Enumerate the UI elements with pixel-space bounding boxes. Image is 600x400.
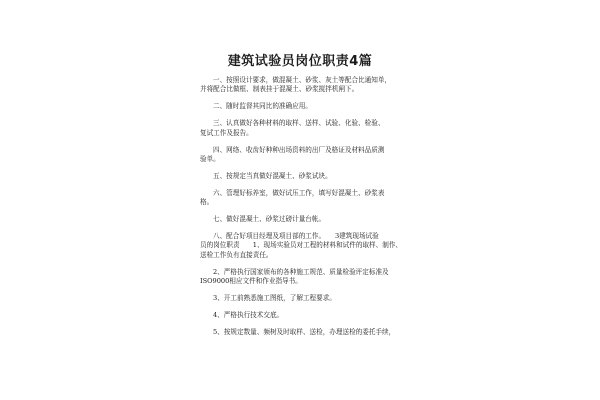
document-paragraph [200,268,395,287]
paragraph-line: 二、随时监督其同比的准确应用。 [213,102,312,111]
document-paragraph [200,146,395,165]
paragraph-line: 验单。 [200,154,220,163]
document-paragraph [200,172,395,181]
paragraph-line: 3、开工前熟悉施工图纸，了解工程要求。 [213,294,336,302]
paragraph-line: 5、按规定数量、频树及时取样、送检，办理送检的委托手续， [213,327,396,336]
document-paragraph [200,76,395,95]
document-paragraph [200,102,395,111]
paragraph-line: 七、做好混凝土、砂浆过磅计量台帐。 [213,215,326,224]
document-body [200,76,403,345]
paragraph-line: 三、认真做好各种材料的取样、送样、试验、化验、检验、 [213,119,385,128]
document-paragraph [200,189,395,208]
paragraph-line: 2、严格执行国家颁布的各种施工规范、质量检验评定标准及 [213,267,389,276]
paragraph-line: 五、按规定当真做好混凝土、砂浆试块。 [213,171,332,180]
paragraph-line: 4、严格执行技术交底。 [213,310,284,319]
paragraph-line: 六、管理好标养室，做好试压工作，填写好混凝土、砂浆表 [213,188,385,197]
paragraph-line: 复试工作及报告。 [200,128,253,137]
document-paragraph [200,231,403,260]
paragraph-line: 员的岗位职责 1、现场实验员对工程的材料和试件的取样、制作、 [200,241,403,250]
document-paragraph [200,328,395,337]
document-title: 建筑试验员岗位职责4篇 [227,54,373,69]
document-paragraph [200,215,395,224]
document-paragraph [200,119,395,138]
paragraph-line: 四、网络、收齿好种种出场资料的出厂及格证及材料品质测 [213,145,385,154]
paragraph-line: 格。 [200,198,214,207]
paragraph-line: 八、配合好项目经理及项目部的工作。 3建筑现场试验 [213,231,379,240]
document-paragraph [200,294,395,303]
paragraph-line: 并将配合比做框、制表挂于混凝土、砂浆搅拌机闸下。 [200,85,359,94]
document-paragraph [200,311,395,320]
paragraph-line: 一、按照设计要求，做混凝土、砂浆、灰土等配合比通知单， [213,76,392,84]
paragraph-line: ISO9000相应文件和作业指导书。 [200,277,302,286]
paragraph-line: 送检工作负有直接责任。 [200,250,273,259]
